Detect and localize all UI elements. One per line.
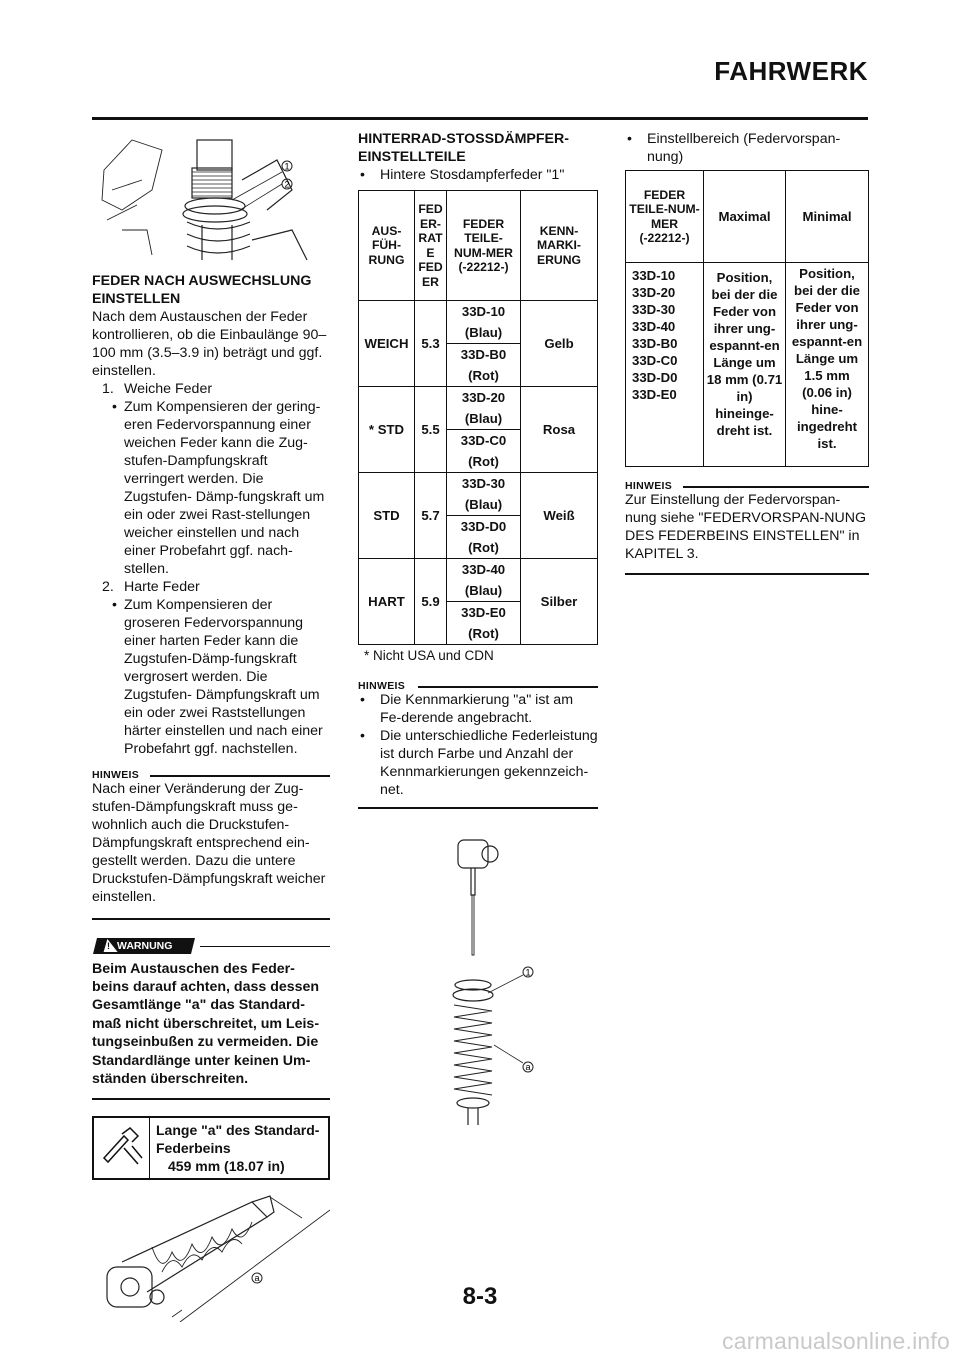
table-cell: 33D-D0	[447, 516, 521, 538]
watermark: carmanualsonline.info	[722, 1328, 950, 1354]
bullet-text: Einstellbereich (Federvorspan-nung)	[647, 131, 841, 165]
spec-title: Lange "a" des Standard-Federbeins	[156, 1121, 320, 1156]
warning-label: WARNUNG	[117, 939, 173, 952]
table-cell: 33D-C0	[447, 430, 521, 452]
table-cell: 33D-B0	[447, 344, 521, 366]
note-heading	[92, 766, 330, 780]
callout-1-label: 1	[525, 967, 531, 977]
page-title: FAHRWERK	[714, 56, 868, 86]
section-heading: FEDER NACH AUSWECHSLUNG EINSTELLEN	[92, 273, 312, 307]
bullet-dot: •	[360, 167, 365, 183]
preload-table	[625, 170, 869, 467]
table-cell: Gelb	[521, 301, 598, 387]
table-cell: (Rot)	[447, 623, 521, 645]
list-bullet	[358, 727, 598, 799]
callout-2-label: 2	[284, 179, 290, 190]
list-item	[92, 380, 330, 398]
table-cell: Position, bei der die Feder von ihrer ung-espannt-en Länge um 18 mm (0.71 in) hineinge-dreht ist.	[704, 263, 786, 467]
bullet-text: Die unterschiedliche Federleistung ist durch Farbe und Anzahl der Kennmarkierungen gekennzeich-net.	[380, 728, 598, 798]
table-cell: (Rot)	[447, 451, 521, 473]
table-cell: HART	[359, 559, 415, 645]
table-cell: Rosa	[521, 387, 598, 473]
note-label: HINWEIS	[358, 680, 406, 692]
spec-text	[156, 1121, 328, 1175]
header-rule	[92, 117, 868, 120]
warning-box	[92, 936, 330, 1100]
note-end-rule	[358, 807, 598, 809]
table-row	[626, 263, 869, 467]
note-end-rule	[625, 573, 869, 575]
note-rule	[418, 686, 598, 688]
list-bullet	[92, 596, 330, 758]
warning-end-rule	[92, 1098, 330, 1100]
table-cell: (Rot)	[447, 537, 521, 559]
list-bullet	[358, 166, 598, 184]
bullet-dot: •	[627, 131, 632, 147]
table-header: FEDER TEILE-NUM-MER (-22212-)	[447, 191, 521, 301]
bullet-dot: •	[112, 597, 117, 613]
table-cell: 5.7	[415, 473, 447, 559]
table-row	[359, 559, 598, 581]
note-rule	[150, 775, 330, 777]
callout-a-label: a	[254, 1272, 260, 1283]
table-footnote: * Nicht USA und CDN	[364, 648, 494, 663]
note-end-rule	[92, 918, 330, 920]
table-header: FEDER TEILE-NUM-MER (-22212-)	[626, 171, 704, 263]
bullet-dot: •	[360, 692, 365, 708]
table-cell: 33D-20	[447, 387, 521, 409]
table-cell: (Blau)	[447, 322, 521, 344]
table-row	[359, 301, 598, 323]
callout-a-label: a	[525, 1061, 531, 1072]
shock-absorber-exploded-figure	[358, 825, 598, 1125]
table-cell: 33D-40	[447, 559, 521, 581]
table-cell: (Blau)	[447, 494, 521, 516]
note-rule	[683, 486, 869, 488]
intro-text: Nach dem Austauschen der Feder kontrollieren, ob die Einbaulänge 90–100 mm (3.5–3.9 in) beträgt und ggf. einstellen.	[92, 309, 327, 379]
list-bullet	[358, 691, 598, 727]
table-cell: WEICH	[359, 301, 415, 387]
item-label: Weiche Feder	[124, 381, 213, 397]
table-cell: Weiß	[521, 473, 598, 559]
warning-rule	[200, 946, 330, 948]
spring-adjust-figure	[92, 130, 330, 270]
table-cell: STD	[359, 473, 415, 559]
table-cell: Silber	[521, 559, 598, 645]
list-bullet	[625, 130, 869, 166]
table-row	[359, 473, 598, 495]
list-bullet	[92, 398, 330, 578]
table-cell: 5.3	[415, 301, 447, 387]
table-header: FED ER-RAT E FED ER	[415, 191, 447, 301]
bullet-dot: •	[112, 399, 117, 415]
wrench-icon	[94, 1118, 150, 1178]
table-cell: (Blau)	[447, 580, 521, 602]
bullet-text: Zum Kompensieren der gering-eren Federvorspannung einer weichen Feder kann die Zug-stufen-Dampfungskraft verringert werden. Die Zugstufen- Dämp-fungskraft um ein oder zwei Rast-stellungen weicher einstellen und nach einer Probefahrt ggf. nach-stellen.	[124, 399, 325, 577]
callout-1-label: 1	[284, 161, 290, 172]
column-middle	[358, 130, 598, 1125]
item-label: Harte Feder	[124, 579, 200, 595]
item-number: 2.	[102, 579, 114, 595]
table-row	[359, 387, 598, 409]
bullet-dot: •	[360, 728, 365, 744]
table-cell: * STD	[359, 387, 415, 473]
table-cell: Position, bei der die Feder von ihrer ung-espannt-en Länge um 1.5 mm (0.06 in) hine-ingedreht ist.	[786, 263, 869, 467]
table-header: Maximal	[704, 171, 786, 263]
spec-value: 459 mm (18.07 in)	[168, 1157, 285, 1174]
table-cell: (Blau)	[447, 408, 521, 430]
table-cell: 33D-10	[447, 301, 521, 323]
table-header: KENN-MARKI-ERUNG	[521, 191, 598, 301]
spec-box	[92, 1116, 330, 1180]
note-heading	[625, 477, 869, 491]
table-header: AUS-FÜH-RUNG	[359, 191, 415, 301]
warning-text: Beim Austauschen des Feder-beins darauf achten, dass dessen Gesamtlänge "a" das Standard-maß nicht überschreitet, um Leis-tungseinbußen zu vermeiden. Die Standardlänge unter keinen Um-ständen überschreiten.	[92, 960, 320, 1087]
bullet-text: Hintere Stosdampferfeder "1"	[380, 167, 565, 183]
table-cell: 33D-30	[447, 473, 521, 495]
bullet-text: Die Kennmarkierung "a" ist am Fe-derende angebracht.	[380, 692, 574, 726]
table-cell: 33D-E0	[447, 602, 521, 624]
table-cell: 33D-10 33D-20 33D-30 33D-40 33D-B0 33D-C0 33D-D0 33D-E0	[626, 263, 704, 467]
table-cell: 5.9	[415, 559, 447, 645]
note-label: HINWEIS	[92, 769, 140, 781]
column-right	[625, 130, 869, 575]
table-header: Minimal	[786, 171, 869, 263]
page-number: 8-3	[462, 1283, 498, 1310]
note-text: Nach einer Veränderung der Zug-stufen-Dämpfungskraft muss ge-wohnlich auch die Druckstufen-Dämpfungskraft entsprechend ein-gestellt werden. Dazu die untere Druckstufen-Dämpfungskraft weicher einstellen.	[92, 781, 326, 905]
section-heading: HINTERRAD-STOSSDÄMPFER-EINSTELLTEILE	[358, 131, 569, 165]
spring-table	[358, 190, 598, 645]
list-item	[92, 578, 330, 596]
item-number: 1.	[102, 381, 114, 397]
bullet-text: Zum Kompensieren der groseren Federvorspannung einer harten Feder kann die Zugstufen-Dämp-fungskraft vergrosert werden. Die Zugstufen- Dämpfungskraft um ein oder zwei Raststellungen härter einstellen und nach einer Probefahrt ggf. nachstellen.	[124, 597, 323, 757]
exclamation-icon: !	[107, 940, 110, 951]
note-heading	[358, 677, 598, 691]
note-label: HINWEIS	[625, 480, 673, 492]
table-cell: 5.5	[415, 387, 447, 473]
table-cell: (Rot)	[447, 365, 521, 387]
column-left	[92, 130, 330, 1322]
note-text: Zur Einstellung der Federvorspan-nung siehe "FEDERVORSPAN-NUNG DES FEDERBEINS EINSTELLEN" in KAPITEL 3.	[625, 492, 867, 562]
